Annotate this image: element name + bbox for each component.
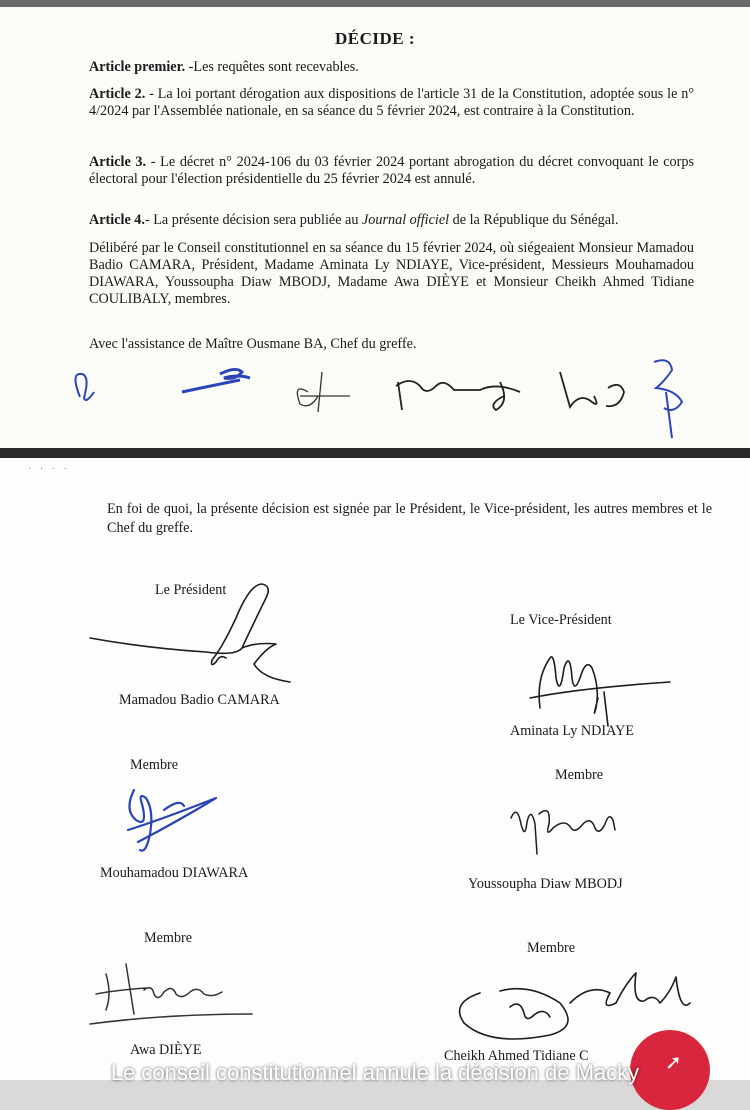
scan-specks: · · · · bbox=[28, 464, 70, 475]
initials-signature-1 bbox=[75, 374, 94, 400]
signature-intro: En foi de quoi, la présente décision est signée par le Président, le Vice-président, les autres membres et le Chef du greffe. bbox=[107, 501, 712, 536]
president-signature bbox=[86, 578, 326, 688]
article-3-text: - Le décret n° 2024-106 du 03 février 2024 portant abrogation du décret convoquant le corps électoral pour l'élection présidentielle du 25 février 2024 est annulé. bbox=[89, 154, 694, 187]
assistance-line: Avec l'assistance de Maître Ousmane BA, Chef du greffe. bbox=[89, 336, 417, 352]
member-1-name: Mouhamadou DIAWARA bbox=[100, 865, 249, 881]
vice-president-title: Le Vice-Président bbox=[510, 612, 612, 628]
article-4-text-b: de la République du Sénégal. bbox=[449, 212, 619, 228]
article-1-text: -Les requêtes sont recevables. bbox=[185, 59, 359, 75]
member-3-name: Awa DIÈYE bbox=[130, 1042, 202, 1058]
member-1-title: Membre bbox=[130, 757, 179, 773]
article-4-label: Article 4. bbox=[89, 212, 145, 228]
article-2-label: Article 2. bbox=[89, 86, 146, 102]
journal-officiel: Journal officiel bbox=[362, 212, 450, 228]
member-4-title: Membre bbox=[527, 940, 576, 956]
article-1-label: Article premier. bbox=[89, 59, 186, 75]
article-1 bbox=[89, 59, 694, 76]
share-arrow-icon: ➚ bbox=[665, 1050, 682, 1074]
initials-signature-6 bbox=[654, 360, 682, 438]
decision-heading: DÉCIDE : bbox=[334, 29, 416, 48]
initials-signature-3 bbox=[297, 372, 350, 412]
top-bar bbox=[0, 0, 750, 7]
video-caption: Le conseil constitutionnel annule la décision de Macky bbox=[110, 1060, 640, 1085]
vice-president-signature bbox=[520, 638, 680, 728]
document-page-2 bbox=[0, 458, 750, 1080]
article-2 bbox=[89, 86, 694, 120]
article-3 bbox=[89, 154, 694, 188]
member-1-signature bbox=[120, 780, 230, 860]
initials-signature-4 bbox=[396, 381, 520, 410]
vice-president-name: Aminata Ly NDIAYE bbox=[510, 723, 634, 739]
article-3-label: Article 3. bbox=[89, 154, 147, 170]
member-3-signature bbox=[86, 954, 256, 1034]
document-page-1 bbox=[0, 7, 750, 448]
member-2-name: Youssoupha Diaw MBODJ bbox=[468, 876, 623, 892]
article-4-text-a: - La présente décision sera publiée au bbox=[144, 212, 362, 228]
initials-signature-2 bbox=[182, 369, 250, 392]
article-4 bbox=[89, 212, 694, 229]
page-divider bbox=[0, 448, 750, 458]
member-2-signature bbox=[505, 794, 635, 864]
page1-signatures bbox=[60, 352, 740, 447]
president-name: Mamadou Badio CAMARA bbox=[119, 692, 280, 708]
initials-signature-5 bbox=[560, 372, 624, 407]
deliberation-paragraph: Délibéré par le Conseil constitutionnel en sa séance du 15 février 2024, où siégeaient Monsieur Mamadou Badio CAMARA, Président, Madame Aminata Ly NDIAYE, Vice-président, Messieurs Mouhamadou DIAWARA, Youssoupha Diaw MBODJ, Madame Awa DIÈYE et Monsieur Cheikh Ahmed Tidiane COULIBALY, membres. bbox=[89, 240, 694, 307]
article-2-text: - La loi portant dérogation aux dispositions de l'article 31 de la Constitution, adoptée sous le n° 4/2024 par l'Assemblée nationale, en sa séance du 5 février 2024, est contraire à la Constitution. bbox=[89, 86, 695, 119]
president-title: Le Président bbox=[155, 582, 227, 598]
member-2-title: Membre bbox=[555, 767, 604, 783]
member-4-name: Cheikh Ahmed Tidiane C bbox=[444, 1048, 589, 1064]
member-3-title: Membre bbox=[144, 930, 193, 946]
